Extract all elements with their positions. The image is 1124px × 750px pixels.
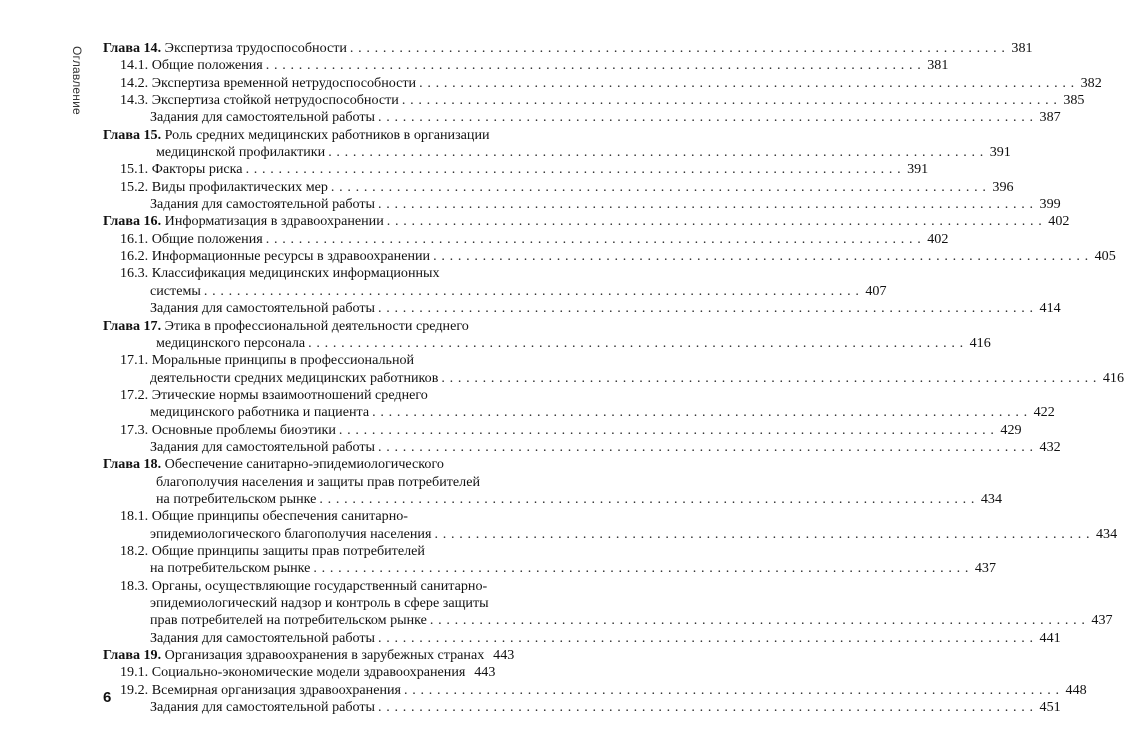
chapter-label: Глава 18. bbox=[103, 456, 162, 473]
toc-line bbox=[103, 456, 495, 473]
section-title: 18.2. Общие принципы защиты прав потребителей bbox=[120, 542, 425, 559]
toc-line bbox=[103, 438, 1061, 456]
task-title: Задания для самостоятельной работы bbox=[150, 109, 376, 126]
toc-line bbox=[103, 369, 1124, 387]
toc-line bbox=[103, 265, 495, 282]
dot-leader: . . . . . . . . . . . . . . . . . . . . . . . . . . . . . . . . . . . . . . . . . . . . . . . . . . . . . . . . . . . . . . . . . . . . . . . . . . . . . . . . bbox=[330, 178, 987, 195]
entry-title: Этика в профессиональной деятельности среднего bbox=[164, 317, 469, 334]
page-ref: 429 bbox=[1000, 421, 1022, 438]
page-ref: 407 bbox=[865, 282, 887, 299]
dot-leader: . . . . . . . . . . . . . . . . . . . . . . . . . . . . . . . . . . . . . . . . . . . . . . . . . . . . . . . . . . . . . . . . . . . . . . . . . . . . . . . . bbox=[378, 196, 1034, 213]
page-ref: 437 bbox=[974, 560, 997, 577]
entry-title: Роль средних медицинских работников в организации bbox=[164, 126, 490, 143]
dot-leader: . . . . . . . . . . . . . . . . . . . . . . . . . . . . . . . . . . . . . . . . . . . . . . . . . . . . . . . . . . . . . . . . . . . . . . . . . . . . . . . . bbox=[378, 109, 1034, 126]
page-ref: 443 bbox=[493, 647, 515, 664]
section-title: эпидемиологического благополучия населения bbox=[150, 525, 432, 542]
toc-entry bbox=[103, 421, 1022, 439]
toc-entry bbox=[103, 196, 1061, 213]
toc-entry bbox=[103, 317, 991, 353]
entry-title: благополучия населения и защиты прав потребителей bbox=[156, 473, 481, 490]
section-title: 17.3. Основные проблемы биоэтики bbox=[120, 421, 336, 438]
section-title: 14.2. Экспертиза временной нетрудоспособности bbox=[120, 74, 417, 91]
toc-line bbox=[103, 92, 1085, 109]
dot-leader: . . . . . . . . . . . . . . . . . . . . . . . . . . . . . . . . . . . . . . . . . . . . . . . . . . . . . . . . . . . . . . . . . . . . . . . . . . . . . . . . bbox=[265, 57, 922, 74]
toc-entry bbox=[103, 161, 929, 178]
toc-entry bbox=[103, 230, 949, 248]
page-ref: 402 bbox=[1048, 213, 1070, 230]
dot-leader: . . . . . . . . . . . . . . . . . . . . . . . . . . . . . . . . . . . . . . . . . . . . . . . . . . . . . . . . . . . . . . . . . . . . . . . . . . . . . . . . bbox=[265, 230, 922, 247]
dot-leader: . . . . . . . . . . . . . . . . . . . . . . . . . . . . . . . . . . . . . . . . . . . . . . . . . . . . . . . . . . . . . . . . . . . . . . . . . . . . . . . . bbox=[401, 92, 1058, 109]
toc-entry bbox=[103, 265, 887, 300]
toc-line bbox=[103, 109, 1061, 126]
page-ref: 382 bbox=[1080, 74, 1102, 91]
page-ref: 437 bbox=[1091, 612, 1113, 629]
toc-line bbox=[103, 40, 1033, 57]
toc-entry bbox=[103, 664, 495, 681]
section-title: эпидемиологический надзор и контроль в сфере защиты bbox=[150, 595, 489, 611]
section-title: 19.1. Социально-экономические модели здравоохранения bbox=[120, 664, 466, 681]
toc-entry bbox=[103, 40, 1033, 57]
section-title: 16.3. Классификация медицинских информационных bbox=[120, 265, 440, 282]
section-title: 15.1. Факторы риска bbox=[120, 161, 243, 178]
chapter-label: Глава 14. bbox=[103, 40, 162, 56]
toc-line bbox=[103, 387, 495, 404]
task-title: Задания для самостоятельной работы bbox=[150, 699, 376, 716]
page-ref: 434 bbox=[1095, 525, 1118, 542]
toc-line bbox=[103, 213, 1070, 230]
toc-line bbox=[103, 248, 1116, 265]
page-ref: 391 bbox=[907, 161, 929, 178]
dot-leader: . . . . . . . . . . . . . . . . . . . . . . . . . . . . . . . . . . . . . . . . . . . . . . . . . . . . . . . . . . . . . . . . . . . . . . . . . . . . . . . . bbox=[434, 525, 1091, 542]
chapter-label: Глава 15. bbox=[103, 126, 162, 143]
dot-leader: . . . . . . . . . . . . . . . . . . . . . . . . . . . . . . . . . . . . . . . . . . . . . . . . . . . . . . . . . . . . . . . . . . . . . . . . . . . . . . . . bbox=[441, 369, 1097, 386]
chapter-label: Глава 19. bbox=[103, 647, 162, 664]
chapter-label: Глава 16. bbox=[103, 213, 162, 230]
section-title: 14.3. Экспертиза стойкой нетрудоспособности bbox=[120, 92, 399, 109]
toc-line bbox=[103, 318, 495, 335]
page-ref: 443 bbox=[474, 664, 496, 681]
section-title: медицинского работника и пациента bbox=[150, 404, 370, 421]
toc-line bbox=[103, 595, 495, 612]
task-title: Задания для самостоятельной работы bbox=[150, 629, 376, 646]
toc-entry bbox=[103, 57, 949, 74]
page-ref: 434 bbox=[980, 490, 1003, 507]
toc-line bbox=[103, 127, 495, 144]
task-title: Задания для самостоятельной работы bbox=[150, 196, 376, 213]
entry-title: медицинского персонала bbox=[156, 334, 306, 351]
page-number: 6 bbox=[103, 689, 112, 706]
section-title: 16.2. Информационные ресурсы в здравоохранении bbox=[120, 248, 431, 265]
toc-entry bbox=[103, 74, 1102, 92]
toc-entry bbox=[103, 352, 1124, 387]
section-title: 17.2. Этические нормы взаимоотношений среднего bbox=[120, 386, 428, 403]
toc-entry bbox=[103, 508, 1118, 543]
toc-line bbox=[103, 543, 495, 560]
running-head: Оглавление bbox=[70, 46, 84, 115]
toc-line bbox=[103, 612, 1113, 629]
dot-leader: . . . . . . . . . . . . . . . . . . . . . . . . . . . . . . . . . . . . . . . . . . . . . . . . . . . . . . . . . . . . . . . . . . . . . . . . . . . . . . . . bbox=[308, 334, 964, 351]
toc-line bbox=[103, 525, 1118, 543]
dot-leader: . . . . . . . . . . . . . . . . . . . . . . . . . . . . . . . . . . . . . . . . . . . . . . . . . . . . . . . . . . . . . . . . . . . . . . . . . . . . . . . . bbox=[349, 40, 1006, 56]
section-title: 18.3. Органы, осуществляющие государственный санитарно- bbox=[120, 577, 488, 594]
toc-entry bbox=[103, 92, 1085, 109]
page-ref: 422 bbox=[1033, 404, 1055, 421]
page-ref: 387 bbox=[1039, 109, 1061, 126]
dot-leader: . . . . . . . . . . . . . . . . . . . . . . . . . . . . . . . . . . . . . . . . . . . . . . . . . . . . . . . . . . . . . . . . . . . . . . . . . . . . . . . . bbox=[319, 490, 976, 507]
entry-title: Организация здравоохранения в зарубежных странах bbox=[164, 647, 485, 664]
toc-line bbox=[103, 196, 1061, 213]
dot-leader: . . . . . . . . . . . . . . . . . . . . . . . . . . . . . . . . . . . . . . . . . . . . . . . . . . . . . . . . . . . . . . . . . . . . . . . . . . . . . . . . bbox=[378, 300, 1034, 317]
toc-line bbox=[103, 74, 1102, 92]
page-ref: 451 bbox=[1039, 699, 1061, 716]
dot-leader: . . . . . . . . . . . . . . . . . . . . . . . . . . . . . . . . . . . . . . . . . . . . . . . . . . . . . . . . . . . . . . . . . . . . . . . . . . . . . . . . bbox=[372, 404, 1028, 421]
toc-line bbox=[103, 664, 495, 681]
toc-entry bbox=[103, 699, 1061, 716]
entry-title: Обеспечение санитарно-эпидемиологического bbox=[164, 456, 444, 473]
toc-entry bbox=[103, 681, 1087, 699]
chapter-heading bbox=[103, 647, 484, 664]
toc-line bbox=[103, 508, 495, 525]
page-ref: 441 bbox=[1039, 629, 1061, 646]
page-ref: 381 bbox=[1011, 40, 1033, 56]
section-title: 19.2. Всемирная организация здравоохранения bbox=[120, 681, 402, 698]
table-of-contents bbox=[103, 40, 1124, 716]
entry-title: медицинской профилактики bbox=[156, 144, 326, 161]
toc-line bbox=[103, 57, 949, 74]
dot-leader: . . . . . . . . . . . . . . . . . . . . . . . . . . . . . . . . . . . . . . . . . . . . . . . . . . . . . . . . . . . . . . . . . . . . . . . . . . . . . . . . bbox=[386, 213, 1043, 230]
section-title: 17.1. Моральные принципы в профессиональной bbox=[120, 352, 415, 369]
page-ref: 385 bbox=[1063, 92, 1085, 109]
dot-leader: . . . . . . . . . . . . . . . . . . . . . . . . . . . . . . . . . . . . . . . . . . . . . . . . . . . . . . . . . . . . . . . . . . . . . . . . . . . . . . . . bbox=[378, 629, 1034, 646]
toc-line bbox=[103, 352, 495, 369]
toc-entry bbox=[103, 647, 515, 664]
chapter-label: Глава 17. bbox=[103, 317, 162, 334]
toc-line bbox=[103, 578, 495, 595]
toc-line bbox=[103, 230, 949, 248]
toc-line bbox=[103, 334, 991, 352]
toc-line bbox=[103, 144, 1011, 161]
section-title: системы bbox=[150, 282, 201, 299]
toc-line bbox=[103, 474, 495, 491]
toc-line bbox=[103, 629, 1061, 647]
toc-entry bbox=[103, 577, 1113, 630]
toc-line bbox=[103, 161, 929, 178]
toc-line bbox=[103, 681, 1087, 699]
toc-entry bbox=[103, 629, 1061, 647]
toc-entry bbox=[103, 300, 1061, 317]
task-title: Задания для самостоятельной работы bbox=[150, 438, 376, 455]
dot-leader: . . . . . . . . . . . . . . . . . . . . . . . . . . . . . . . . . . . . . . . . . . . . . . . . . . . . . . . . . . . . . . . . . . . . . . . . . . . . . . . . bbox=[378, 438, 1034, 455]
toc-entry bbox=[103, 542, 997, 578]
page-ref: 414 bbox=[1039, 300, 1061, 317]
section-title: 18.1. Общие принципы обеспечения санитарно- bbox=[120, 508, 408, 525]
page-ref: 396 bbox=[992, 178, 1014, 195]
toc-entry bbox=[103, 126, 1011, 162]
dot-leader: . . . . . . . . . . . . . . . . . . . . . . . . . . . . . . . . . . . . . . . . . . . . . . . . . . . . . . . . . . . . . . . . . . . . . . . . . . . . . . . . bbox=[378, 699, 1034, 716]
page-ref: 432 bbox=[1039, 438, 1061, 455]
toc-entry bbox=[103, 178, 1014, 196]
toc-entry bbox=[103, 438, 1061, 456]
dot-leader: . . . . . . . . . . . . . . . . . . . . . . . . . . . . . . . . . . . . . . . . . . . . . . . . . . . . . . . . . . . . . . . . . . . . . . . . . . . . . . . . bbox=[338, 421, 995, 438]
entry-title: на потребительском рынке bbox=[156, 490, 317, 507]
toc-entry bbox=[103, 213, 1070, 230]
toc-line bbox=[103, 178, 1014, 196]
toc-line bbox=[103, 699, 1061, 716]
chapter-heading bbox=[103, 40, 347, 57]
dot-leader: . . . . . . . . . . . . . . . . . . . . . . . . . . . . . . . . . . . . . . . . . . . . . . . . . . . . . . . . . . . . . . . . . . . . . . . . . . . . . . . . bbox=[433, 248, 1089, 265]
toc-line bbox=[103, 421, 1022, 439]
page-ref: 399 bbox=[1039, 196, 1061, 213]
toc-line bbox=[103, 404, 1055, 421]
toc-entry bbox=[103, 456, 1003, 508]
page-ref: 416 bbox=[969, 334, 991, 351]
dot-leader: . . . . . . . . . . . . . . . . . . . . . . . . . . . . . . . . . . . . . . . . . . . . . . . . . . . . . . . . . . . . . . . . . . . . . . . . . . . . . . . . bbox=[328, 144, 984, 161]
section-title: на потребительском рынке bbox=[150, 560, 311, 577]
dot-leader: . . . . . . . . . . . . . . . . . . . . . . . . . . . . . . . . . . . . . . . . . . . . . . . . . . . . . . . . . . . . . . . . . . . . . . . . . . . . . . . . bbox=[404, 681, 1060, 698]
section-title: деятельности средних медицинских работников bbox=[150, 369, 439, 386]
page-ref: 391 bbox=[989, 144, 1011, 161]
page-ref: 402 bbox=[927, 230, 949, 247]
dot-leader: . . . . . . . . . . . . . . . . . . . . . . . . . . . . . . . . . . . . . . . . . . . . . . . . . . . . . . . . . . . . . . . . . . . . . . . . . . . . . . . . bbox=[429, 612, 1086, 629]
entry-title: Экспертиза трудоспособности bbox=[164, 40, 347, 56]
toc-line bbox=[103, 490, 1003, 508]
page-ref: 416 bbox=[1102, 369, 1124, 386]
section-title: 16.1. Общие положения bbox=[120, 230, 263, 247]
chapter-heading bbox=[103, 213, 384, 230]
page-ref: 448 bbox=[1065, 681, 1087, 698]
section-title: 14.1. Общие положения bbox=[120, 57, 263, 74]
toc-line bbox=[103, 300, 1061, 317]
toc-line bbox=[103, 560, 997, 577]
task-title: Задания для самостоятельной работы bbox=[150, 300, 376, 317]
toc-entry bbox=[103, 248, 1116, 265]
dot-leader: . . . . . . . . . . . . . . . . . . . . . . . . . . . . . . . . . . . . . . . . . . . . . . . . . . . . . . . . . . . . . . . . . . . . . . . . . . . . . . . . bbox=[245, 161, 902, 178]
dot-leader: . . . . . . . . . . . . . . . . . . . . . . . . . . . . . . . . . . . . . . . . . . . . . . . . . . . . . . . . . . . . . . . . . . . . . . . . . . . . . . . . bbox=[313, 560, 970, 577]
section-title: 15.2. Виды профилактических мер bbox=[120, 178, 328, 195]
page-ref: 405 bbox=[1094, 248, 1116, 265]
toc-line bbox=[103, 282, 887, 300]
entry-title: Информатизация в здравоохранении bbox=[164, 213, 384, 230]
dot-leader: . . . . . . . . . . . . . . . . . . . . . . . . . . . . . . . . . . . . . . . . . . . . . . . . . . . . . . . . . . . . . . . . . . . . . . . . . . . . . . . . bbox=[203, 282, 860, 299]
dot-leader: . . . . . . . . . . . . . . . . . . . . . . . . . . . . . . . . . . . . . . . . . . . . . . . . . . . . . . . . . . . . . . . . . . . . . . . . . . . . . . . . bbox=[419, 74, 1075, 91]
toc-line bbox=[103, 647, 515, 664]
toc-entry bbox=[103, 109, 1061, 126]
section-title: прав потребителей на потребительском рынке bbox=[150, 612, 427, 629]
page-ref: 381 bbox=[927, 57, 949, 74]
toc-entry bbox=[103, 386, 1055, 422]
